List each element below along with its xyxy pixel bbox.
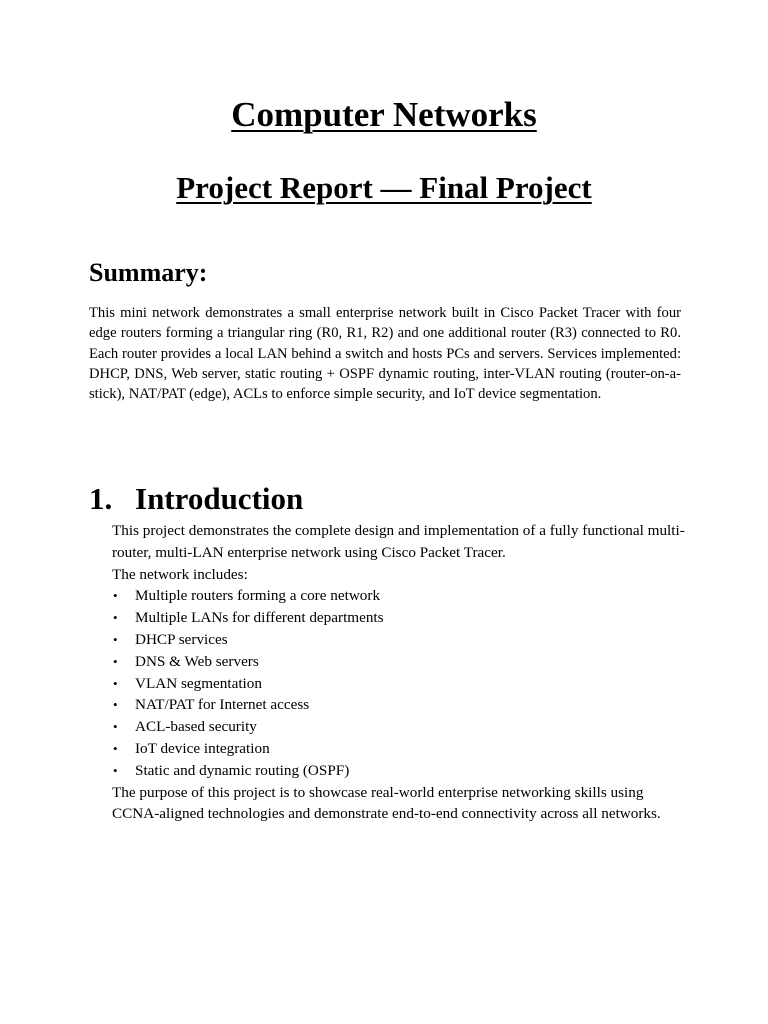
document-title [0, 93, 768, 137]
document-subtitle-text: Project Report — Final Project [176, 170, 592, 205]
introduction-heading [89, 478, 303, 520]
summary-paragraph: This mini network demonstrates a small enterprise network built in Cisco Packet Tracer with four edge routers forming a triangular ring (R0, R1, R2) and one additional router (R3) connected to R0. Each router provides a local LAN behind a switch and hosts PCs and servers. Services implemented: DHCP, DNS, Web server, static routing + OSPF dynamic routing, inter-VLAN routing (router-on-a-stick), NAT/PAT (edge), ACLs to enforce simple security, and IoT device segmentation. [89, 305, 681, 403]
list-item: • Multiple LANs for different departments [112, 607, 692, 629]
document-title-text: Computer Networks [231, 95, 537, 134]
list-item: • Static and dynamic routing (OSPF) [112, 760, 692, 782]
document-subtitle [0, 168, 768, 208]
closing-paragraph: The purpose of this project is to showcase real-world enterprise networking skills using CCNA-aligned technologies and demonstrate end-to-end connectivity across all networks. [112, 783, 661, 823]
summary-heading: Summary: [89, 258, 208, 287]
features-list [112, 585, 692, 781]
bullet-icon: • [113, 719, 118, 735]
intro-paragraph: This project demonstrates the complete design and implementation of a fully functional multi-router, multi-LAN enterprise network using Cisco Packet Tracer. [112, 522, 685, 561]
bullet-icon: • [113, 610, 118, 626]
bullet-icon: • [113, 631, 118, 647]
bullet-icon: • [113, 740, 118, 756]
list-item: • DNS & Web servers [112, 651, 692, 673]
list-item: • NAT/PAT for Internet access [112, 694, 692, 716]
list-item: • ACL-based security [112, 716, 692, 738]
bullet-icon: • [113, 697, 118, 713]
list-item: • Multiple routers forming a core network [112, 585, 692, 607]
list-item: • IoT device integration [112, 738, 692, 760]
section-title: Introduction [135, 481, 304, 516]
introduction-body [112, 520, 692, 825]
bullet-icon: • [113, 675, 118, 691]
bullet-icon: • [113, 653, 118, 669]
bullet-icon: • [113, 588, 118, 604]
section-number: 1. [89, 481, 113, 516]
list-item: • VLAN segmentation [112, 673, 692, 695]
includes-label: The network includes: [112, 565, 248, 583]
list-item: • DHCP services [112, 629, 692, 651]
bullet-icon: • [113, 762, 118, 778]
